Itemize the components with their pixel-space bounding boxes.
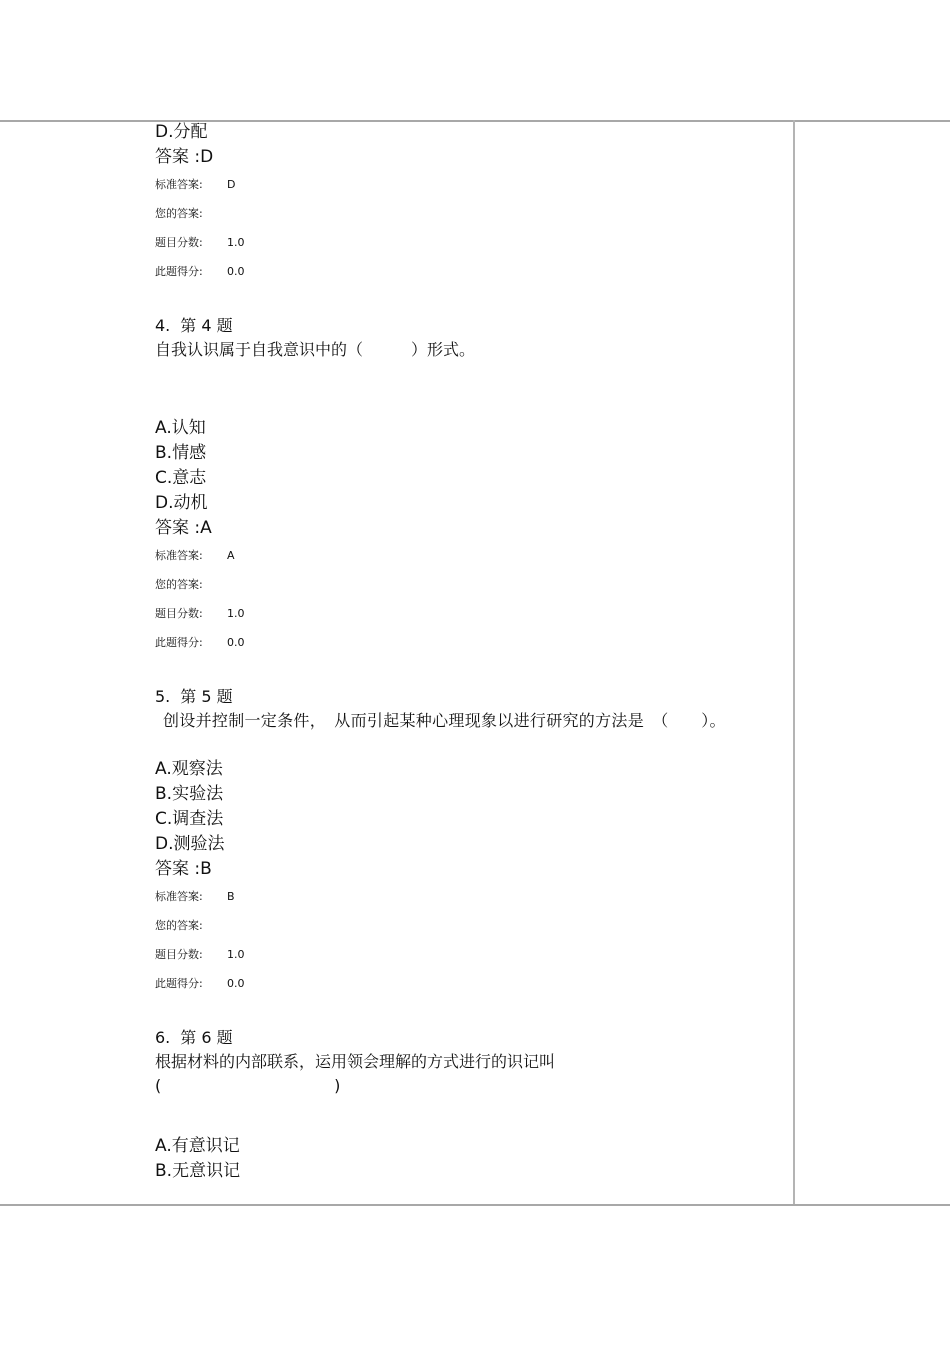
- option-c: C.意志: [155, 468, 207, 488]
- your-answer-row: [155, 570, 791, 599]
- question-heading: [155, 1026, 791, 1050]
- question-3-tail: [155, 120, 791, 286]
- quiz-content: [155, 120, 791, 1184]
- answer-line: 答案 :D: [155, 147, 214, 167]
- question-text-line-2: ( ): [155, 1076, 341, 1095]
- option-c: C.调查法: [155, 809, 224, 829]
- option-d: D.分配: [155, 122, 208, 142]
- standard-answer-label: 标准答案:: [155, 178, 203, 191]
- question-heading: [155, 685, 791, 709]
- question-score-label: 题目分数:: [155, 948, 203, 961]
- answer-line: 答案 :A: [155, 518, 212, 538]
- option-a: A.观察法: [155, 759, 223, 779]
- answer-line: 答案 :B: [155, 859, 212, 879]
- option-d: D.测验法: [155, 834, 225, 854]
- question-score-value: 1.0: [227, 236, 245, 249]
- earned-score-label: 此题得分:: [155, 977, 203, 990]
- your-answer-row: [155, 199, 791, 228]
- question-number: 4.: [155, 316, 171, 335]
- standard-answer-value: A: [227, 549, 235, 562]
- question-4: [155, 314, 791, 657]
- question-score-label: 题目分数:: [155, 236, 203, 249]
- question-score-row: [155, 940, 791, 969]
- standard-answer-row: [155, 170, 791, 199]
- standard-answer-row: [155, 541, 791, 570]
- option-a: A.认知: [155, 418, 206, 438]
- option-d: D.动机: [155, 493, 208, 513]
- question-number: 5.: [155, 687, 171, 706]
- standard-answer-label: 标准答案:: [155, 890, 203, 903]
- question-score-row: [155, 599, 791, 628]
- standard-answer-value: B: [227, 890, 235, 903]
- earned-score-row: [155, 969, 791, 998]
- question-text: 创设并控制一定条件， 从而引起某种心理现象以进行研究的方法是 （ ）。: [163, 711, 726, 730]
- option-b: B.无意识记: [155, 1161, 241, 1181]
- earned-score-value: 0.0: [227, 265, 245, 278]
- earned-score-value: 0.0: [227, 977, 245, 990]
- standard-answer-value: D: [227, 178, 236, 191]
- question-text-line-1: 根据材料的内部联系，运用领会理解的方式进行的识记叫: [155, 1052, 556, 1071]
- earned-score-label: 此题得分:: [155, 636, 203, 649]
- question-score-value: 1.0: [227, 948, 245, 961]
- question-score-label: 题目分数:: [155, 607, 203, 620]
- question-score-row: [155, 228, 791, 257]
- standard-answer-label: 标准答案:: [155, 549, 203, 562]
- question-title: 第 5 题: [180, 687, 233, 706]
- option-b: B.情感: [155, 443, 207, 463]
- earned-score-value: 0.0: [227, 636, 245, 649]
- question-title: 第 6 题: [180, 1028, 233, 1047]
- option-a: A.有意识记: [155, 1136, 240, 1156]
- standard-answer-row: [155, 882, 791, 911]
- earned-score-row: [155, 628, 791, 657]
- page-bottom-border: [0, 1204, 950, 1206]
- earned-score-row: [155, 257, 791, 286]
- page-right-border: [793, 120, 795, 1206]
- question-number: 6.: [155, 1028, 171, 1047]
- question-heading: [155, 314, 791, 338]
- your-answer-row: [155, 911, 791, 940]
- your-answer-label: 您的答案:: [155, 919, 203, 932]
- your-answer-label: 您的答案:: [155, 207, 203, 220]
- question-6: [155, 1026, 791, 1184]
- your-answer-label: 您的答案:: [155, 578, 203, 591]
- option-b: B.实验法: [155, 784, 224, 804]
- question-score-value: 1.0: [227, 607, 245, 620]
- question-title: 第 4 题: [180, 316, 233, 335]
- question-5: [155, 685, 791, 998]
- question-text: 自我认识属于自我意识中的（ ）形式。: [155, 340, 476, 359]
- earned-score-label: 此题得分:: [155, 265, 203, 278]
